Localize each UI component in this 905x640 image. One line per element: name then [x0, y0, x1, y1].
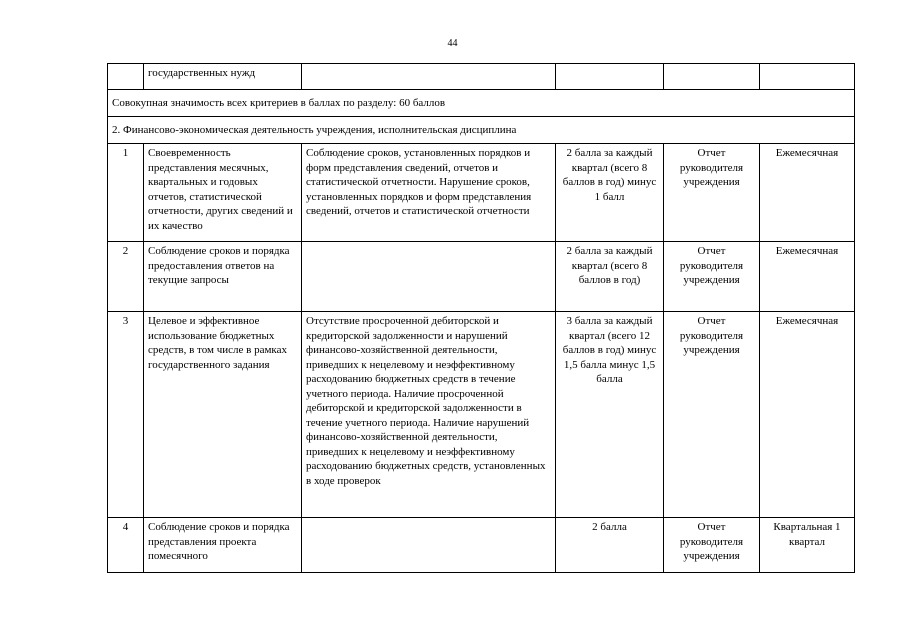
page-number: 44 [447, 38, 458, 49]
row-number: 1 [108, 144, 144, 242]
criterion-cell: Соблюдение сроков и порядка представления проекта помесячного [144, 518, 302, 573]
score-cell: 2 балла [556, 518, 664, 573]
section-title-row [108, 117, 855, 144]
score-cell: 3 балла за каждый квартал (всего 12 баллов в год) минус 1,5 балла минус 1,5 балла [556, 312, 664, 518]
condition-cell [302, 518, 556, 573]
report-cell: Отчет руководителя учреждения [664, 242, 760, 312]
criterion-cell: Соблюдение сроков и порядка предоставления ответов на текущие запросы [144, 242, 302, 312]
continuation-row [108, 64, 855, 90]
row-number: 3 [108, 312, 144, 518]
section-title: 2. Финансово-экономическая деятельность учреждения, исполнительская дисциплина [108, 117, 855, 144]
condition-cell: Отсутствие просроченной дебиторской и кредиторской задолженности и нарушений финансово-хозяйственной деятельности, приведших к нецелевому и неэффективному расходованию бюджетных средств в течение учетного периода. Наличие просроченной дебиторской и кредиторской задолженности в течение учетного периода. Наличие нарушений финансово-хозяйственной деятельности, приведших к нецелевому и неэффективному расходованию бюджетных средств, установленных в ходе проверок [302, 312, 556, 518]
row-number: 2 [108, 242, 144, 312]
row-number: 4 [108, 518, 144, 573]
condition-cell [302, 242, 556, 312]
section-total: Совокупная значимость всех критериев в баллах по разделу: 60 баллов [108, 90, 855, 117]
frequency-cell: Ежемесячная [760, 144, 855, 242]
score-cell: 2 балла за каждый квартал (всего 8 баллов в год) минус 1 балл [556, 144, 664, 242]
criterion-cell: Своевременность представления месячных, квартальных и годовых отчетов, статистической отчетности, других сведений и их качество [144, 144, 302, 242]
condition-cell [302, 64, 556, 90]
report-cell: Отчет руководителя учреждения [664, 312, 760, 518]
table-row [108, 312, 855, 518]
report-cell: Отчет руководителя учреждения [664, 518, 760, 573]
frequency-cell [760, 64, 855, 90]
frequency-cell: Ежемесячная [760, 312, 855, 518]
table-row [108, 242, 855, 312]
score-cell [556, 64, 664, 90]
num-cell [108, 64, 144, 90]
report-cell: Отчет руководителя учреждения [664, 144, 760, 242]
criteria-table [107, 63, 855, 573]
frequency-cell: Ежемесячная [760, 242, 855, 312]
criterion-cell: Целевое и эффективное использование бюджетных средств, в том числе в рамках государственного задания [144, 312, 302, 518]
criterion-cell: государственных нужд [144, 64, 302, 90]
condition-cell: Соблюдение сроков, установленных порядков и форм представления сведений, отчетов и статистической отчетности. Нарушение сроков, установленных порядков и форм представления сведений, отчетов и статистической отчетности [302, 144, 556, 242]
table-row [108, 518, 855, 573]
score-cell: 2 балла за каждый квартал (всего 8 баллов в год) [556, 242, 664, 312]
section-total-row [108, 90, 855, 117]
table-row [108, 144, 855, 242]
frequency-cell: Квартальная 1 квартал [760, 518, 855, 573]
report-cell [664, 64, 760, 90]
